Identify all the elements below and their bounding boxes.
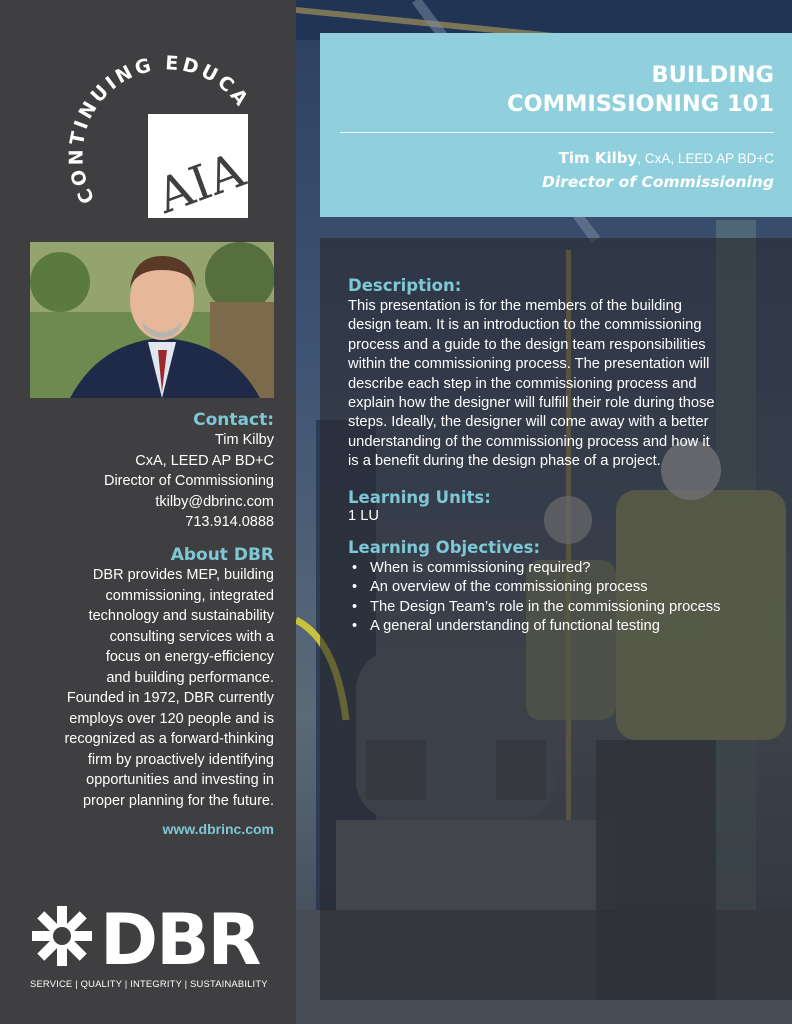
presenter-role: Director of Commissioning [542,173,774,191]
description-line: within the commissioning process. The presentation will [348,356,710,373]
description-text [348,297,773,472]
presenter-info [542,149,774,191]
presenter-name: Tim Kilby [558,149,638,167]
aia-logo-text: AIA [149,142,252,225]
description-line: design team. It is an introduction to the commissioning [348,317,702,334]
list-item: • A general understanding of functional testing [348,617,773,637]
learning-objectives-heading: Learning Objectives: [348,537,541,557]
presenter-photo [30,242,274,398]
about-line: technology and sustainability [88,608,274,624]
list-item: • When is commissioning required? [348,559,773,579]
description-line: This presentation is for the members of the building [348,298,682,314]
sidebar [0,0,296,1024]
about-section [24,545,274,811]
description-line: process and a guide to the design team responsibilities [348,336,706,353]
contact-title: Director of Commissioning [103,473,274,489]
about-line: firm by proactively identifying [87,751,274,768]
description-line: steps. Ideally, the designer will come away with a better [348,414,709,431]
contact-name: Tim Kilby [214,432,274,448]
description-line: understanding of the commissioning process and how it [348,433,710,450]
about-heading: About DBR [170,545,274,565]
list-item: • The Design Team’s role in the commissioning process [348,598,773,618]
contact-heading: Contact: [193,410,274,430]
dbr-star-icon [32,906,92,966]
about-line: proper planning for the future. [82,792,274,809]
about-line: opportunities and investing in [86,772,274,788]
learning-units-heading: Learning Units: [348,487,491,507]
header-divider [340,132,774,133]
contact-credentials: CxA, LEED AP BD+C [135,452,274,469]
title-line-1: BUILDING [651,62,774,88]
description-line: describe each step in the commissioning process and [348,375,697,392]
description-line: is a benefit during the design phase of a project. [348,453,661,470]
about-line: employs over 120 people and is [69,710,274,727]
about-line: focus on energy-efficiency [105,649,274,665]
description-heading: Description: [348,276,462,295]
dbr-wordmark: DBR [100,900,260,978]
learning-units-value: 1 LU [348,507,380,524]
contact-email[interactable]: tkilby@dbrinc.com [155,493,274,510]
aia-continuing-education-badge [52,36,262,236]
about-line: consulting services with a [109,628,274,645]
content [348,276,773,637]
presenter-credentials: , CxA, LEED AP BD+C [637,151,774,166]
arc-text: CONTINUING EDUCA [65,52,254,208]
about-line: recognized as a forward-thinking [64,731,274,747]
dbr-tagline: SERVICE | QUALITY | INTEGRITY | SUSTAINABILITY [30,978,268,989]
page-title [507,61,774,119]
contact-phone[interactable]: 713.914.0888 [185,514,274,530]
website-link[interactable]: www.dbrinc.com [162,821,274,837]
learning-objectives-list [348,559,773,637]
contact-section [104,410,274,533]
description-line: explain how the designer will fulfill their role during those [348,395,715,412]
about-line: DBR provides MEP, building [92,567,274,583]
about-line: commissioning, integrated [105,587,274,604]
title-line-2: COMMISSIONING 101 [507,91,774,117]
list-item: • An overview of the commissioning process [348,578,773,598]
about-line: Founded in 1972, DBR currently [66,690,274,706]
title-header [320,33,792,217]
about-line: and building performance. [106,669,274,686]
